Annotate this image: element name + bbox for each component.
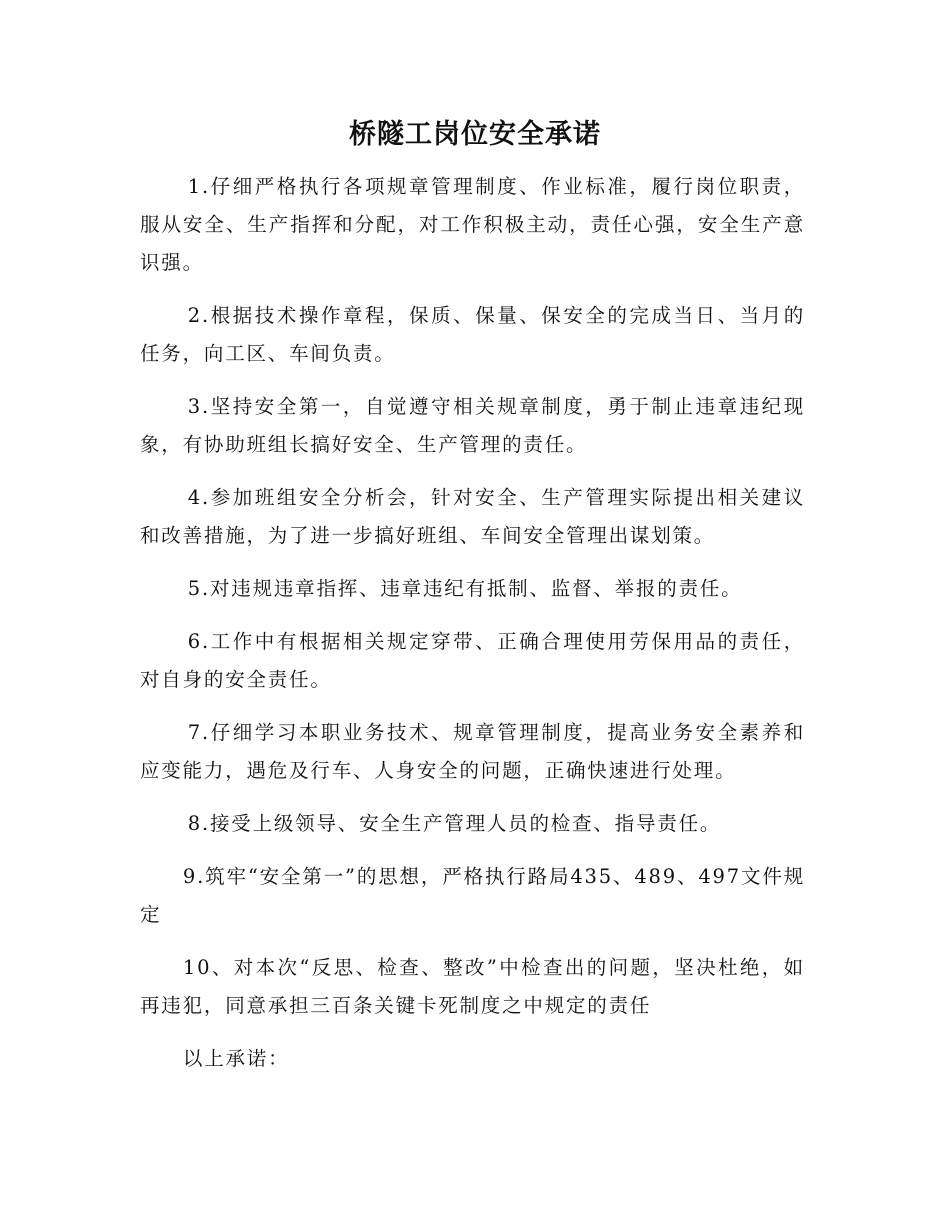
paragraph-6: 6.工作中有根据相关规定穿带、正确合理使用劳保用品的责任，对自身的安全责任。 bbox=[140, 630, 805, 691]
document-title: 桥隧工岗位安全承诺 bbox=[349, 119, 601, 150]
document-body bbox=[140, 168, 805, 1093]
paragraph-4: 4.参加班组安全分析会，针对安全、生产管理实际提出相关建议和改善措施，为了进一步搞好班组、车间安全管理出谋划策。 bbox=[140, 486, 805, 547]
closing-statement: 以上承诺： bbox=[182, 1047, 290, 1070]
paragraph-10: 10、对本次“反思、检查、整改”中检查出的问题，坚决杜绝，如再违犯，同意承担三百条关键卡死制度之中规定的责任 bbox=[140, 956, 805, 1017]
paragraph-9: 9.筑牢“安全第一”的思想，严格执行路局435、489、497文件规定 bbox=[140, 865, 805, 926]
paragraph-1: 1.仔细严格执行各项规章管理制度、作业标准，履行岗位职责，服从安全、生产指挥和分配，对工作积极主动，责任心强，安全生产意识强。 bbox=[140, 175, 805, 274]
paragraph-7: 7.仔细学习本职业务技术、规章管理制度，提高业务安全素养和应变能力，遇危及行车、人身安全的问题，正确快速进行处理。 bbox=[140, 721, 805, 782]
paragraph-2: 2.根据技术操作章程，保质、保量、保安全的完成当日、当月的任务，向工区、车间负责。 bbox=[140, 304, 805, 365]
paragraph-5: 5.对违规违章指挥、违章违纪有抵制、监督、举报的责任。 bbox=[187, 577, 743, 600]
paragraph-8: 8.接受上级领导、安全生产管理人员的检查、指导责任。 bbox=[187, 812, 722, 835]
paragraph-3: 3.坚持安全第一，自觉遵守相关规章制度，勇于制止违章违纪现象，有协助班组长搞好安全、生产管理的责任。 bbox=[140, 395, 805, 456]
